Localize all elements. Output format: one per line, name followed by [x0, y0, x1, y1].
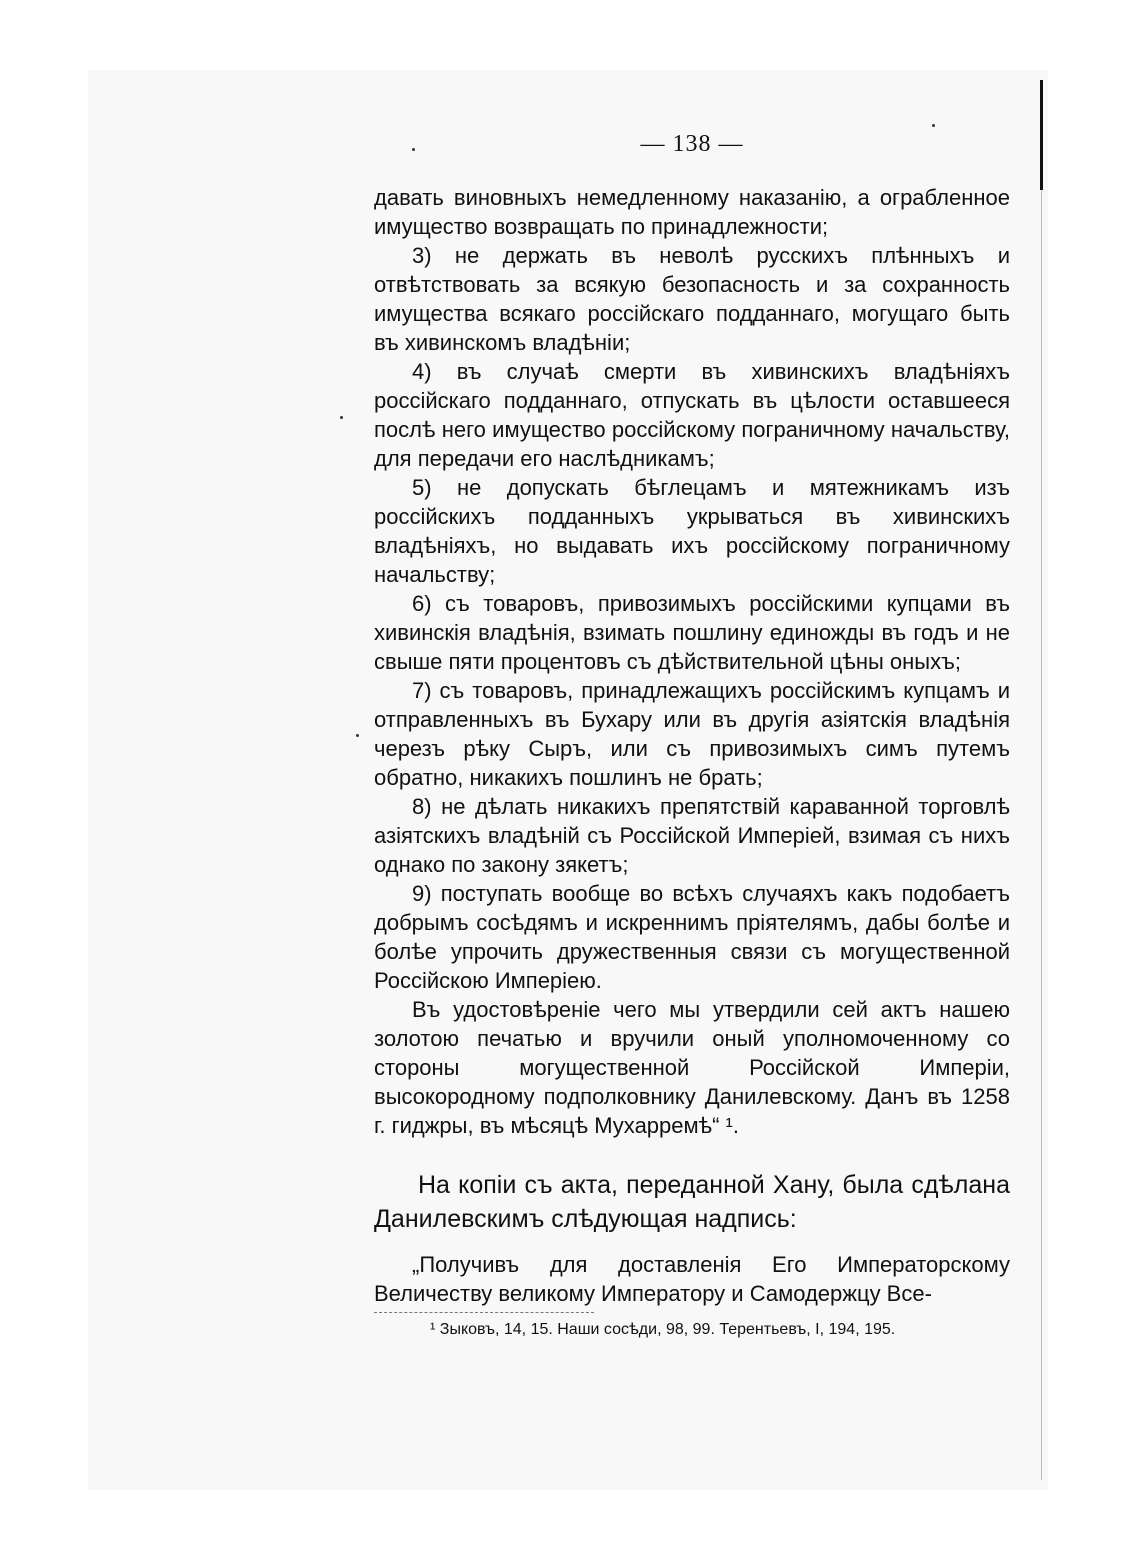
paragraph-continuation: давать виновныхъ немедленному наказанію, а ограбленное имущество возвращать по принадлежности;	[374, 185, 1010, 239]
paragraph-item-3: 3) не держать въ неволѣ русскихъ плѣнныхъ и отвѣтствовать за всякую безопасность и за сохранность имущества всякаго россійскаго подданнаго, могущаго быть въ хивинскомъ владѣніи;	[374, 243, 1010, 355]
section-heading: На копіи съ акта, переданной Хану, была сдѣлана Данилевскимъ слѣдующая надпись:	[374, 1171, 1010, 1233]
paragraph-closing: Въ удостовѣреніе чего мы утвердили сей актъ нашею золотою печатью и вручили оный уполномоченному со стороны могущественной Россійской Имперіи, высокородному подполковнику Данилевскому. Данъ въ 1258 г. гиджры, въ мѣсяцѣ Мухарремѣ“ ¹.	[374, 997, 1010, 1138]
scan-speck	[932, 124, 935, 127]
paragraph-item-8: 8) не дѣлать никакихъ препятствій караванной торговлѣ азіятскихъ владѣній съ Россійской Имперіей, взимая съ нихъ однако по закону зякетъ;	[374, 794, 1010, 877]
footnote-rule	[374, 1312, 594, 1314]
page-edge-line	[1041, 190, 1042, 1480]
paragraph-item-5: 5) не допускать бѣглецамъ и мятежникамъ изъ россійскихъ подданныхъ укрываться въ хивинскихъ владѣніяхъ, но выдавать ихъ россійскому пограничному начальству;	[374, 475, 1010, 587]
page-text	[374, 130, 1010, 1342]
page-number: — 138 —	[640, 131, 744, 157]
quote-paragraph: „Получивъ для доставленія Его Императорскому Величеству великому Императору и Самодержцу Все-	[374, 1252, 1010, 1306]
paragraph-item-6: 6) съ товаровъ, привозимыхъ россійскими купцами въ хивинскія владѣнія, взимать пошлину единожды въ годъ и не свыше пяти процентовъ съ дѣйствительной цѣны оныхъ;	[374, 591, 1010, 674]
scan-speck	[356, 734, 359, 737]
footnote: ¹ Зыковъ, 14, 15. Наши сосѣди, 98, 99. Терентьевъ, I, 194, 195.	[430, 1321, 896, 1338]
paragraph-item-9: 9) поступать вообще во всѣхъ случаяхъ какъ подобаетъ добрымъ сосѣдямъ и искреннимъ пріятелямъ, дабы болѣе и болѣе упрочить дружественныя связи съ могущественной Россійскою Имперіею.	[374, 881, 1010, 993]
page-edge	[1040, 80, 1043, 190]
paragraph-item-7: 7) съ товаровъ, принадлежащихъ россійскимъ купцамъ и отправленныхъ въ Бухару или въ другія азіятскія владѣнія черезъ рѣку Сыръ, или съ привозимыхъ симъ путемъ обратно, никакихъ пошлинъ не брать;	[374, 678, 1010, 790]
paragraph-item-4: 4) въ случаѣ смерти въ хивинскихъ владѣніяхъ россійскаго подданнаго, отпускать въ цѣлости оставшееся послѣ него имущество россійскому пограничному начальству, для передачи его наслѣдникамъ;	[374, 359, 1010, 471]
scan-speck	[340, 416, 343, 419]
